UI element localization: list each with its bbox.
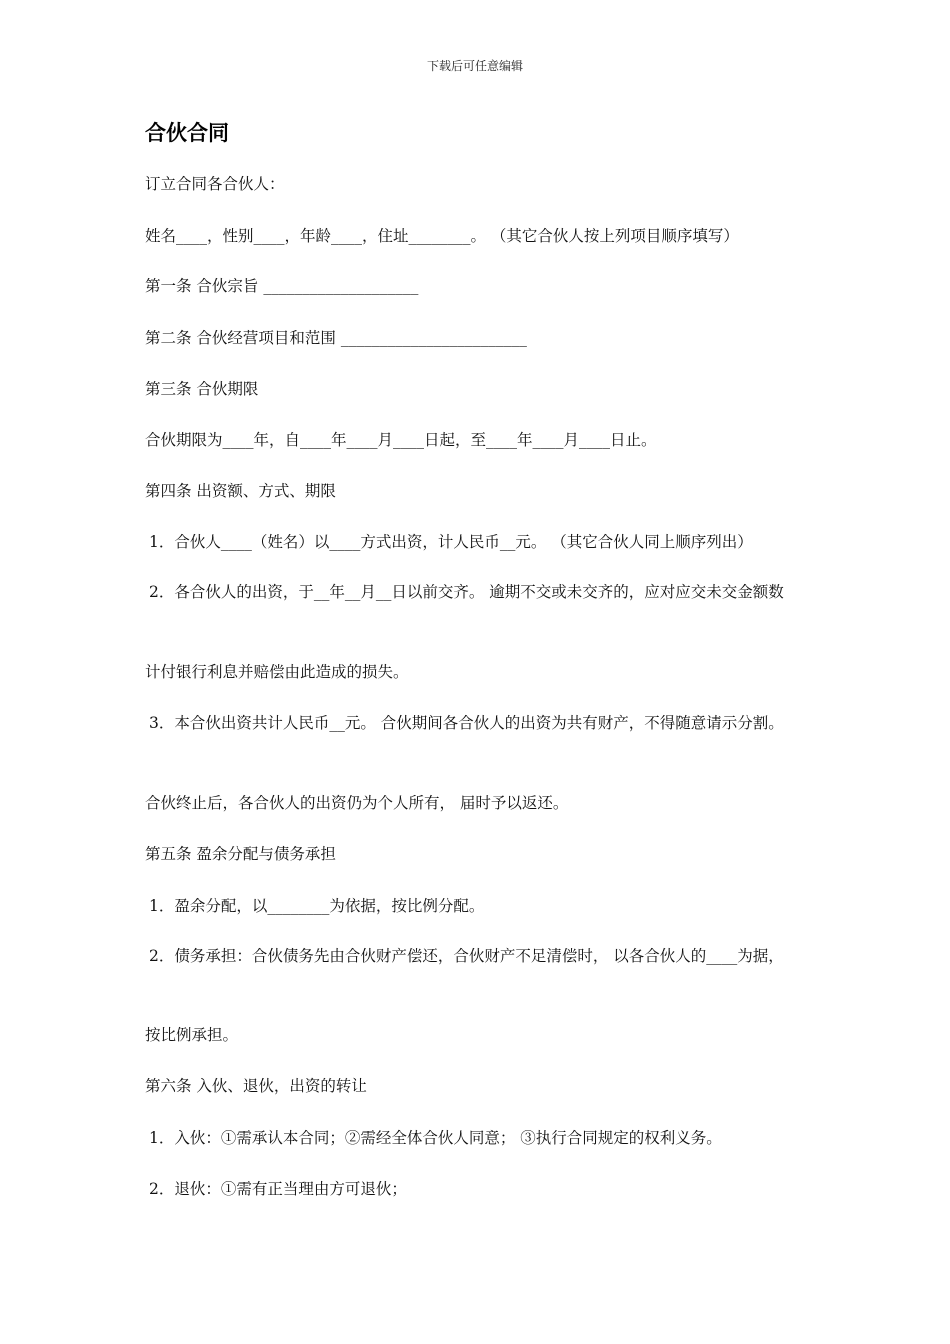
- header-note: 下载后可任意编辑: [426, 59, 523, 73]
- article-5-item-2: 2．债务承担：合伙债务先由合伙财产偿还，合伙财产不足清偿时， 以各合伙人的____为据，: [149, 947, 784, 965]
- article-3-heading: 第三条 合伙期限: [145, 380, 259, 398]
- article-4-heading: 第四条 出资额、方式、期限: [145, 482, 336, 500]
- parties-intro: 订立合同各合伙人：: [145, 175, 285, 193]
- article-4-item-2: 2．各合伙人的出资，于__年__月__日以前交齐。 逾期不交或未交齐的，应对应交未交金额数: [149, 583, 784, 601]
- article-6-heading: 第六条 入伙、退伙，出资的转让: [145, 1077, 367, 1095]
- article-1-heading: 第一条 合伙宗旨 ____________________: [145, 277, 419, 295]
- article-2-heading: 第二条 合伙经营项目和范围 ________________________: [145, 329, 527, 347]
- article-5-item-1: 1．盈余分配，以________为依据，按比例分配。: [149, 897, 485, 915]
- article-5-heading: 第五条 盈余分配与债务承担: [145, 845, 336, 863]
- article-5-item-2-cont: 按比例承担。: [145, 1026, 239, 1044]
- article-4-item-1: 1．合伙人____（姓名）以____方式出资，计人民币__元。 （其它合伙人同上顺序列出）: [149, 533, 753, 551]
- term-period-line: 合伙期限为____年，自____年____月____日起，至____年____月____日止。: [145, 431, 657, 449]
- article-4-item-3-cont: 合伙终止后，各合伙人的出资仍为个人所有， 届时予以返还。: [145, 794, 569, 812]
- article-6-item-1: 1．入伙：①需承认本合同；②需经全体合伙人同意； ③执行合同规定的权利义务。: [149, 1129, 722, 1147]
- article-6-item-2: 2．退伙：①需有正当理由方可退伙；: [149, 1180, 407, 1198]
- document-title: 合伙合同: [145, 121, 229, 145]
- article-4-item-3: 3．本合伙出资共计人民币__元。 合伙期间各合伙人的出资为共有财产，不得随意请示分割。: [149, 714, 784, 732]
- article-4-item-2-cont: 计付银行利息并赔偿由此造成的损失。: [145, 663, 409, 681]
- party-info-line: 姓名____，性别____，年龄____，住址________。 （其它合伙人按上列项目顺序填写）: [145, 227, 739, 245]
